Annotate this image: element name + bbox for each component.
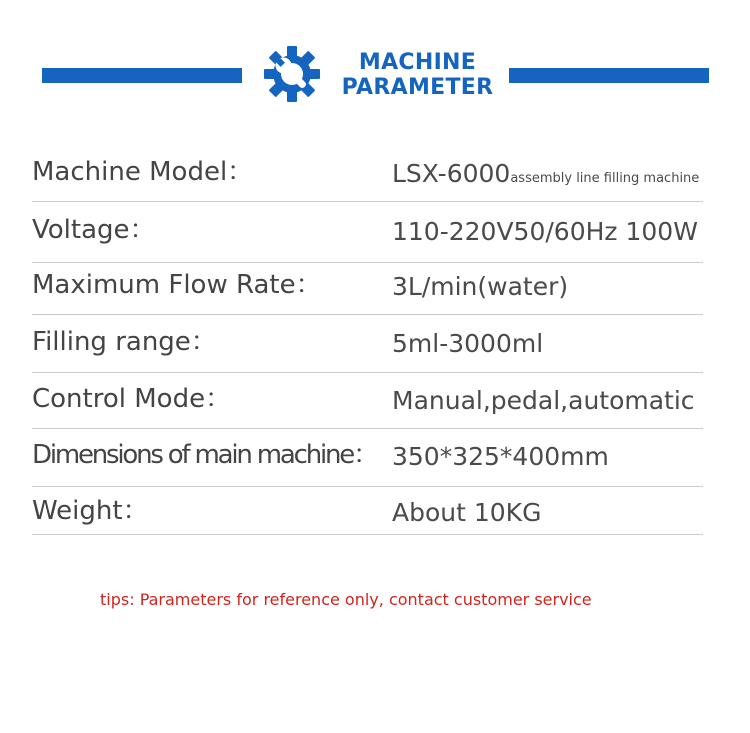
section-title-line2: PARAMETER (341, 75, 494, 100)
param-value (392, 154, 699, 194)
param-label: Voltage： (32, 215, 156, 245)
param-label: Dimensions of main machine： (32, 440, 377, 470)
param-value-suffix: assembly line filling machine (510, 171, 700, 186)
row-divider (32, 262, 703, 263)
param-value: 350*325*400mm (392, 442, 609, 471)
tips-note: tips: Parameters for reference only, contact customer service (100, 590, 592, 609)
param-label: Maximum Flow Rate： (32, 270, 322, 300)
param-row-filling-range (32, 322, 703, 362)
row-divider (32, 486, 703, 487)
param-value-main: LSX-6000 (392, 159, 511, 188)
param-row-control-mode (32, 379, 703, 419)
gear-wrench-icon (262, 44, 322, 104)
row-divider (32, 314, 703, 315)
row-divider (32, 428, 703, 429)
param-row-model (32, 152, 703, 192)
param-value: 3L/min(water) (392, 272, 569, 301)
param-row-dimensions (32, 435, 703, 475)
param-value: Manual,pedal,automatic (392, 386, 695, 415)
header-bar-right (509, 68, 709, 83)
param-value: 110-220V50/60Hz 100W (392, 217, 698, 246)
header-bar-left (42, 68, 242, 83)
param-label: Machine Model： (32, 157, 254, 187)
param-row-weight (32, 491, 703, 531)
row-divider (32, 534, 703, 535)
param-row-flow-rate (32, 265, 703, 305)
section-title-line1: MACHINE (358, 50, 477, 75)
section-title (330, 50, 505, 100)
param-value: 5ml-3000ml (392, 329, 544, 358)
param-label: Filling range： (32, 327, 217, 357)
param-value: About 10KG (392, 498, 542, 527)
row-divider (32, 201, 703, 202)
param-label: Weight： (32, 496, 149, 526)
param-label: Control Mode： (32, 384, 232, 414)
row-divider (32, 372, 703, 373)
param-row-voltage (32, 210, 703, 250)
